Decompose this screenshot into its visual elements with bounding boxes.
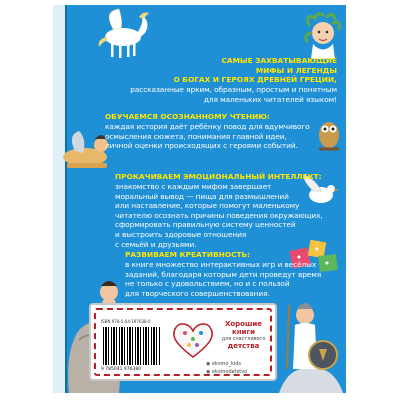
section-emotional-line: читателю осознать причины поведения окружающих, xyxy=(115,210,323,220)
section-emotional-line: моральный вывод — пища для размышлений xyxy=(115,191,289,201)
section-emotional-line: или наставление, которые помогут маленькому xyxy=(115,201,300,211)
intro-headline xyxy=(148,56,337,85)
section-creativity-line: заданий, благодаря которым дети проведут время xyxy=(125,269,322,279)
isbn-text: ISBN 978-5-04-197638-0 xyxy=(101,319,151,324)
slogan-line-1: Хорошие xyxy=(224,320,263,328)
heart-logo-icon xyxy=(169,319,217,359)
barcode-number: 9 785041 976380 xyxy=(101,367,142,372)
section-emotional-title: ПРОКАЧИВАЕМ ЭМОЦИОНАЛЬНЫЙ ИНТЕЛЛЕКТ: xyxy=(115,172,322,181)
section-reading-line: осмысления сюжета, понимания главной идеи, xyxy=(105,131,287,141)
section-reading-body xyxy=(105,122,310,151)
section-emotional-line: знакомство с каждым мифом завершает xyxy=(115,182,272,191)
section-reading-line: личной оценки происходящих с героями событий. xyxy=(105,141,298,151)
intro-headline-line-1: САМЫЕ ЗАХВАТЫВАЮЩИЕ xyxy=(221,56,337,65)
section-creativity-line: для творческого совершенствования. xyxy=(125,288,270,298)
intro-headline-line-2: МИФЫ И ЛЕГЕНДЫ xyxy=(255,65,337,75)
intro-body xyxy=(93,85,337,104)
section-creativity-title: РАЗВИВАЕМ КРЕАТИВНОСТЬ: xyxy=(125,250,251,259)
intro-body-line-2: для маленьких читателей языком! xyxy=(203,94,337,104)
pegasus-illustration xyxy=(93,7,153,62)
slogan xyxy=(216,320,271,350)
slogan-line-3: для счастливого xyxy=(221,336,266,342)
section-reading-line: каждая история даёт ребёнку повод для вдумчивого xyxy=(105,122,310,131)
warrior-with-shield-illustration xyxy=(279,285,343,393)
social-kids-icon: ◉ xyxy=(206,361,211,367)
social-handle-detstvo: eksmodetstvo xyxy=(211,369,248,375)
section-emotional-line: и выстроить здоровые отношения xyxy=(115,229,247,239)
intro-body-line-1: рассказанные ярким, образным, простым и понятным xyxy=(130,85,337,94)
barcode-sticker xyxy=(89,303,277,381)
intro-headline-line-3: О БОГАХ И ГЕРОЯХ ДРЕВНЕЙ ГРЕЦИИ, xyxy=(173,75,337,85)
section-reading-title: ОБУЧАЕМСЯ ОСОЗНАННОМУ ЧТЕНИЮ: xyxy=(105,112,270,121)
social-handle-kids: eksmo_kids xyxy=(211,361,242,367)
section-emotional-body xyxy=(115,182,323,249)
slogan-line-4: детства xyxy=(227,342,260,350)
section-creativity-line: в книге множество интерактивных игр и весёлых xyxy=(125,260,317,269)
social-handles xyxy=(206,360,247,376)
owl-illustration xyxy=(315,115,343,151)
section-emotional-line: сформировать правильную систему ценностей xyxy=(115,220,296,230)
section-creativity-line: не только с удовольствием, но и с пользой xyxy=(125,279,290,289)
section-emotional-line: с семьёй и друзьями. xyxy=(115,239,197,249)
barcode xyxy=(103,327,161,365)
slogan-line-2: книги xyxy=(231,328,256,336)
medusa-illustration xyxy=(303,11,343,59)
social-detstvo-icon: ◉ xyxy=(206,369,211,375)
section-creativity-body xyxy=(125,260,321,298)
